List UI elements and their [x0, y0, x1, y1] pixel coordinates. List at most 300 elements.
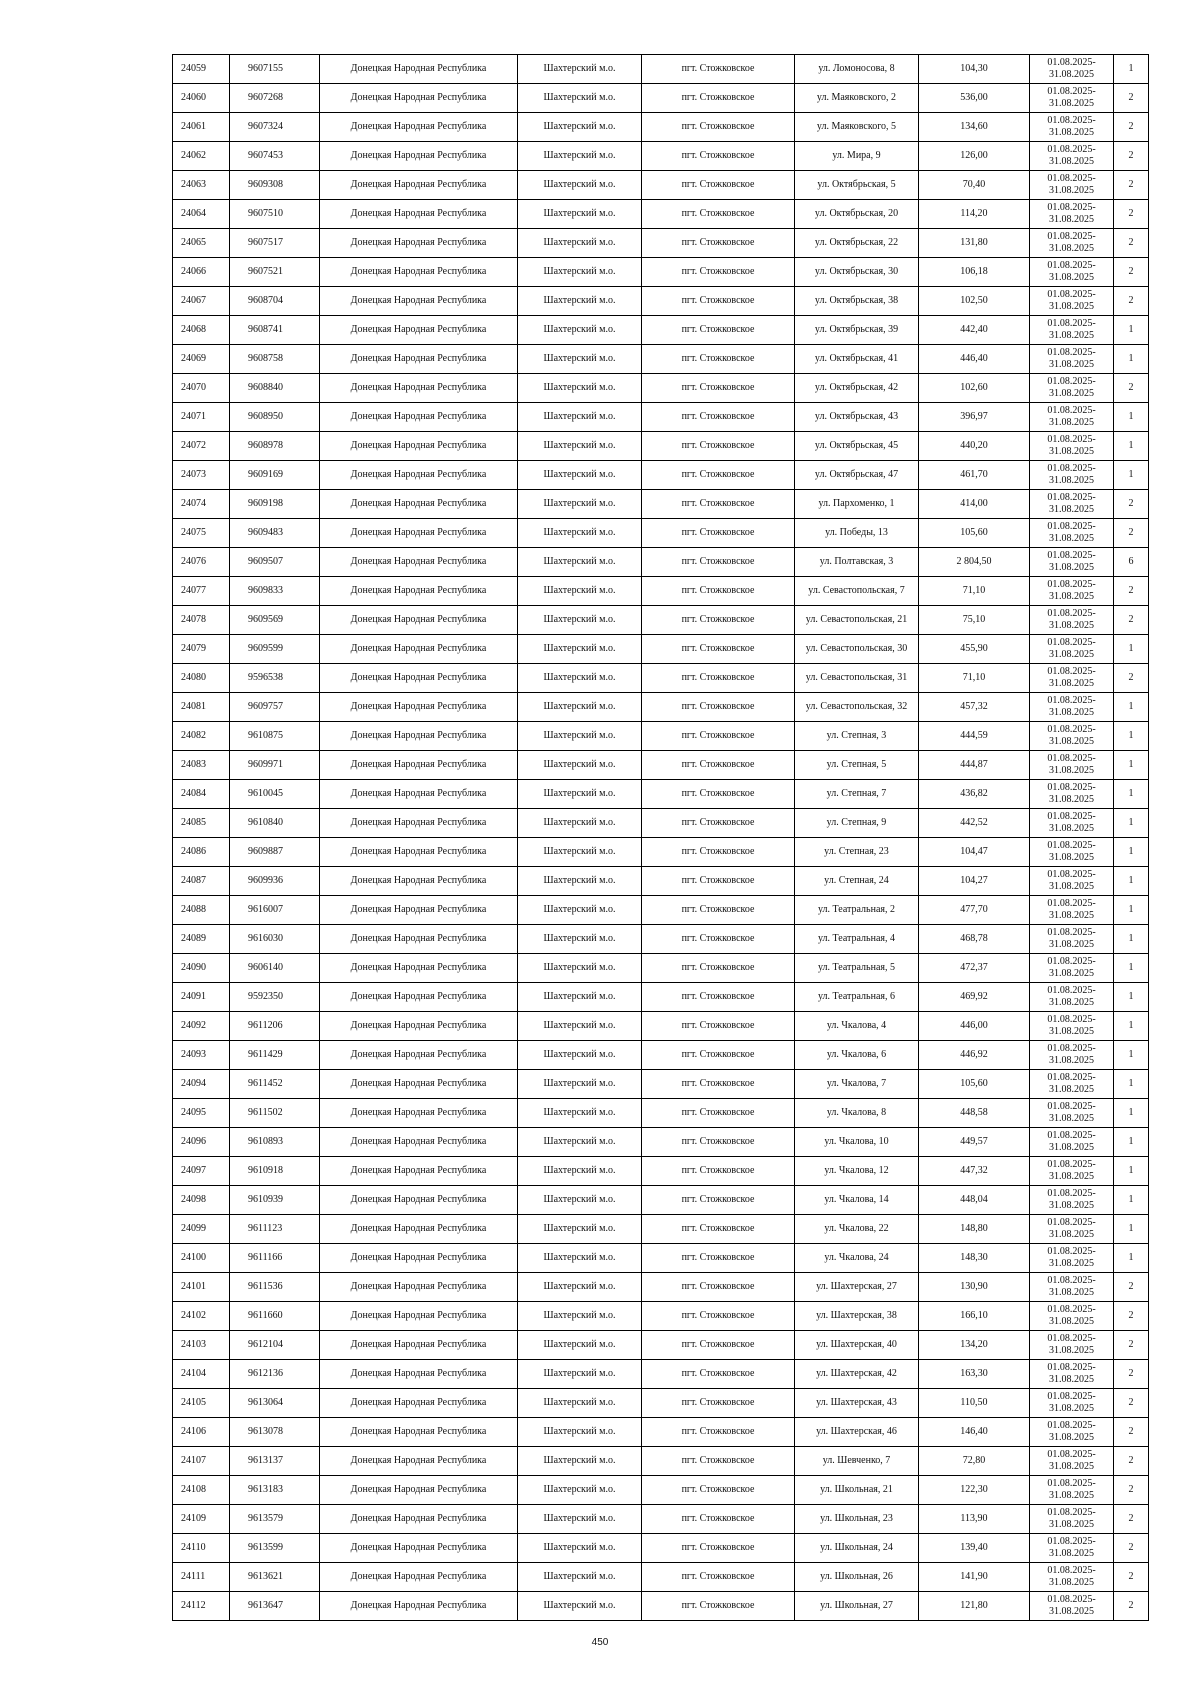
settlement-cell: пгт. Стожковское	[642, 345, 795, 374]
period-cell	[1030, 345, 1114, 374]
settlement-cell: пгт. Стожковское	[642, 287, 795, 316]
address-cell: ул. Маяковского, 2	[795, 84, 919, 113]
municipality-cell: Шахтерский м.о.	[518, 84, 642, 113]
period-cell	[1030, 1012, 1114, 1041]
address-cell: ул. Победы, 13	[795, 519, 919, 548]
period-cell	[1030, 925, 1114, 954]
address-cell: ул. Севастопольская, 31	[795, 664, 919, 693]
record-number-cell: 24064	[173, 200, 230, 229]
area-cell: 449,57	[919, 1128, 1030, 1157]
settlement-cell: пгт. Стожковское	[642, 316, 795, 345]
record-number-cell: 24092	[173, 1012, 230, 1041]
address-cell: ул. Ломоносова, 8	[795, 55, 919, 84]
period-start: 01.08.2025-	[1047, 1130, 1096, 1141]
period-start: 01.08.2025-	[1047, 1449, 1096, 1460]
municipality-cell: Шахтерский м.о.	[518, 838, 642, 867]
period-cell	[1030, 316, 1114, 345]
municipality-cell: Шахтерский м.о.	[518, 113, 642, 142]
settlement-cell: пгт. Стожковское	[642, 1070, 795, 1099]
record-number-cell: 24095	[173, 1099, 230, 1128]
period-cell	[1030, 606, 1114, 635]
object-code-cell: 9613647	[230, 1592, 320, 1621]
record-number-cell: 24076	[173, 548, 230, 577]
settlement-cell: пгт. Стожковское	[642, 113, 795, 142]
table-row	[173, 1389, 1149, 1418]
record-number-cell: 24101	[173, 1273, 230, 1302]
period-start: 01.08.2025-	[1047, 1304, 1096, 1315]
record-number-cell: 24084	[173, 780, 230, 809]
table-row	[173, 55, 1149, 84]
area-cell: 71,10	[919, 577, 1030, 606]
period-cell	[1030, 722, 1114, 751]
period-end: 31.08.2025	[1049, 243, 1094, 254]
period-end: 31.08.2025	[1049, 736, 1094, 747]
count-cell: 2	[1114, 229, 1149, 258]
object-code-cell: 9610045	[230, 780, 320, 809]
settlement-cell: пгт. Стожковское	[642, 490, 795, 519]
area-cell: 105,60	[919, 1070, 1030, 1099]
period-cell	[1030, 664, 1114, 693]
period-start: 01.08.2025-	[1047, 1043, 1096, 1054]
settlement-cell: пгт. Стожковское	[642, 693, 795, 722]
object-code-cell: 9611660	[230, 1302, 320, 1331]
object-code-cell: 9607521	[230, 258, 320, 287]
count-cell: 2	[1114, 1592, 1149, 1621]
period-end: 31.08.2025	[1049, 1519, 1094, 1530]
period-start: 01.08.2025-	[1047, 550, 1096, 561]
object-code-cell: 9609308	[230, 171, 320, 200]
area-cell: 102,60	[919, 374, 1030, 403]
table-row	[173, 1215, 1149, 1244]
period-end: 31.08.2025	[1049, 272, 1094, 283]
table-row	[173, 461, 1149, 490]
region-cell: Донецкая Народная Республика	[320, 374, 518, 403]
period-start: 01.08.2025-	[1047, 1536, 1096, 1547]
municipality-cell: Шахтерский м.о.	[518, 1505, 642, 1534]
address-cell: ул. Степная, 24	[795, 867, 919, 896]
address-cell: ул. Театральная, 5	[795, 954, 919, 983]
period-end: 31.08.2025	[1049, 475, 1094, 486]
period-start: 01.08.2025-	[1047, 492, 1096, 503]
object-code-cell: 9610875	[230, 722, 320, 751]
area-cell: 72,80	[919, 1447, 1030, 1476]
area-cell: 105,60	[919, 519, 1030, 548]
count-cell: 1	[1114, 751, 1149, 780]
settlement-cell: пгт. Стожковское	[642, 635, 795, 664]
count-cell: 1	[1114, 1244, 1149, 1273]
table-row	[173, 983, 1149, 1012]
period-start: 01.08.2025-	[1047, 521, 1096, 532]
table-row	[173, 867, 1149, 896]
region-cell: Донецкая Народная Республика	[320, 867, 518, 896]
record-number-cell: 24096	[173, 1128, 230, 1157]
period-end: 31.08.2025	[1049, 359, 1094, 370]
municipality-cell: Шахтерский м.о.	[518, 1476, 642, 1505]
region-cell: Донецкая Народная Республика	[320, 142, 518, 171]
settlement-cell: пгт. Стожковское	[642, 1099, 795, 1128]
record-number-cell: 24088	[173, 896, 230, 925]
period-end: 31.08.2025	[1049, 1345, 1094, 1356]
period-start: 01.08.2025-	[1047, 231, 1096, 242]
area-cell: 139,40	[919, 1534, 1030, 1563]
municipality-cell: Шахтерский м.о.	[518, 461, 642, 490]
count-cell: 1	[1114, 925, 1149, 954]
period-cell	[1030, 1070, 1114, 1099]
settlement-cell: пгт. Стожковское	[642, 374, 795, 403]
record-number-cell: 24078	[173, 606, 230, 635]
record-number-cell: 24087	[173, 867, 230, 896]
region-cell: Донецкая Народная Республика	[320, 1128, 518, 1157]
period-start: 01.08.2025-	[1047, 1275, 1096, 1286]
settlement-cell: пгт. Стожковское	[642, 606, 795, 635]
object-code-cell: 9613599	[230, 1534, 320, 1563]
address-cell: ул. Школьная, 21	[795, 1476, 919, 1505]
object-code-cell: 9609599	[230, 635, 320, 664]
object-code-cell: 9609569	[230, 606, 320, 635]
settlement-cell: пгт. Стожковское	[642, 1302, 795, 1331]
period-end: 31.08.2025	[1049, 1113, 1094, 1124]
address-cell: ул. Шахтерская, 42	[795, 1360, 919, 1389]
count-cell: 2	[1114, 374, 1149, 403]
municipality-cell: Шахтерский м.о.	[518, 1041, 642, 1070]
period-start: 01.08.2025-	[1047, 434, 1096, 445]
period-start: 01.08.2025-	[1047, 579, 1096, 590]
record-number-cell: 24105	[173, 1389, 230, 1418]
count-cell: 2	[1114, 1476, 1149, 1505]
object-code-cell: 9611429	[230, 1041, 320, 1070]
area-cell: 104,30	[919, 55, 1030, 84]
region-cell: Донецкая Народная Республика	[320, 983, 518, 1012]
area-cell: 70,40	[919, 171, 1030, 200]
period-start: 01.08.2025-	[1047, 57, 1096, 68]
table-row	[173, 1360, 1149, 1389]
table-row	[173, 1041, 1149, 1070]
area-cell: 104,47	[919, 838, 1030, 867]
count-cell: 1	[1114, 432, 1149, 461]
area-cell: 396,97	[919, 403, 1030, 432]
count-cell: 1	[1114, 1041, 1149, 1070]
period-cell	[1030, 838, 1114, 867]
area-cell: 130,90	[919, 1273, 1030, 1302]
period-start: 01.08.2025-	[1047, 1420, 1096, 1431]
region-cell: Донецкая Народная Республика	[320, 287, 518, 316]
object-code-cell: 9606140	[230, 954, 320, 983]
period-cell	[1030, 1302, 1114, 1331]
period-cell	[1030, 1186, 1114, 1215]
municipality-cell: Шахтерский м.о.	[518, 1447, 642, 1476]
region-cell: Донецкая Народная Республика	[320, 1186, 518, 1215]
period-cell	[1030, 1157, 1114, 1186]
municipality-cell: Шахтерский м.о.	[518, 171, 642, 200]
record-number-cell: 24071	[173, 403, 230, 432]
period-cell	[1030, 1331, 1114, 1360]
region-cell: Донецкая Народная Республика	[320, 1534, 518, 1563]
object-code-cell: 9613137	[230, 1447, 320, 1476]
area-cell: 447,32	[919, 1157, 1030, 1186]
period-start: 01.08.2025-	[1047, 1565, 1096, 1576]
area-cell: 436,82	[919, 780, 1030, 809]
table-row	[173, 113, 1149, 142]
record-number-cell: 24081	[173, 693, 230, 722]
table-row	[173, 316, 1149, 345]
municipality-cell: Шахтерский м.о.	[518, 577, 642, 606]
address-cell: ул. Степная, 5	[795, 751, 919, 780]
region-cell: Донецкая Народная Республика	[320, 345, 518, 374]
area-cell: 446,92	[919, 1041, 1030, 1070]
municipality-cell: Шахтерский м.о.	[518, 1128, 642, 1157]
count-cell: 1	[1114, 55, 1149, 84]
count-cell: 1	[1114, 1070, 1149, 1099]
area-cell: 469,92	[919, 983, 1030, 1012]
record-number-cell: 24102	[173, 1302, 230, 1331]
count-cell: 2	[1114, 1389, 1149, 1418]
area-cell: 102,50	[919, 287, 1030, 316]
object-code-cell: 9609757	[230, 693, 320, 722]
address-cell: ул. Севастопольская, 30	[795, 635, 919, 664]
record-number-cell: 24072	[173, 432, 230, 461]
municipality-cell: Шахтерский м.о.	[518, 1418, 642, 1447]
region-cell: Донецкая Народная Республика	[320, 1447, 518, 1476]
region-cell: Донецкая Народная Республика	[320, 1389, 518, 1418]
record-number-cell: 24066	[173, 258, 230, 287]
period-start: 01.08.2025-	[1047, 1101, 1096, 1112]
period-cell	[1030, 751, 1114, 780]
table-row	[173, 1534, 1149, 1563]
count-cell: 2	[1114, 519, 1149, 548]
municipality-cell: Шахтерский м.о.	[518, 867, 642, 896]
table-row	[173, 722, 1149, 751]
period-end: 31.08.2025	[1049, 1084, 1094, 1095]
object-code-cell: 9608840	[230, 374, 320, 403]
period-end: 31.08.2025	[1049, 794, 1094, 805]
address-cell: ул. Шевченко, 7	[795, 1447, 919, 1476]
table-row	[173, 171, 1149, 200]
period-end: 31.08.2025	[1049, 1171, 1094, 1182]
period-end: 31.08.2025	[1049, 98, 1094, 109]
record-number-cell: 24099	[173, 1215, 230, 1244]
object-code-cell: 9613064	[230, 1389, 320, 1418]
period-start: 01.08.2025-	[1047, 1594, 1096, 1605]
record-number-cell: 24107	[173, 1447, 230, 1476]
address-cell: ул. Пархоменко, 1	[795, 490, 919, 519]
period-end: 31.08.2025	[1049, 69, 1094, 80]
object-code-cell: 9611166	[230, 1244, 320, 1273]
period-start: 01.08.2025-	[1047, 637, 1096, 648]
area-cell: 104,27	[919, 867, 1030, 896]
address-cell: ул. Октябрьская, 41	[795, 345, 919, 374]
address-cell: ул. Октябрьская, 42	[795, 374, 919, 403]
settlement-cell: пгт. Стожковское	[642, 1244, 795, 1273]
area-cell: 414,00	[919, 490, 1030, 519]
record-number-cell: 24082	[173, 722, 230, 751]
address-cell: ул. Чкалова, 22	[795, 1215, 919, 1244]
settlement-cell: пгт. Стожковское	[642, 548, 795, 577]
count-cell: 2	[1114, 664, 1149, 693]
address-cell: ул. Чкалова, 10	[795, 1128, 919, 1157]
settlement-cell: пгт. Стожковское	[642, 229, 795, 258]
area-cell: 444,59	[919, 722, 1030, 751]
address-cell: ул. Шахтерская, 46	[795, 1418, 919, 1447]
object-code-cell: 9612136	[230, 1360, 320, 1389]
count-cell: 1	[1114, 1099, 1149, 1128]
municipality-cell: Шахтерский м.о.	[518, 229, 642, 258]
count-cell: 2	[1114, 1563, 1149, 1592]
municipality-cell: Шахтерский м.о.	[518, 403, 642, 432]
period-cell	[1030, 1273, 1114, 1302]
period-end: 31.08.2025	[1049, 678, 1094, 689]
address-cell: ул. Чкалова, 14	[795, 1186, 919, 1215]
period-start: 01.08.2025-	[1047, 376, 1096, 387]
table-row	[173, 432, 1149, 461]
address-cell: ул. Мира, 9	[795, 142, 919, 171]
region-cell: Донецкая Народная Республика	[320, 1331, 518, 1360]
period-end: 31.08.2025	[1049, 1374, 1094, 1385]
municipality-cell: Шахтерский м.о.	[518, 490, 642, 519]
object-code-cell: 9609887	[230, 838, 320, 867]
period-end: 31.08.2025	[1049, 1606, 1094, 1617]
municipality-cell: Шахтерский м.о.	[518, 1099, 642, 1128]
region-cell: Донецкая Народная Республика	[320, 722, 518, 751]
municipality-cell: Шахтерский м.о.	[518, 606, 642, 635]
table-row	[173, 954, 1149, 983]
area-cell: 448,58	[919, 1099, 1030, 1128]
period-cell	[1030, 1099, 1114, 1128]
record-number-cell: 24065	[173, 229, 230, 258]
region-cell: Донецкая Народная Республика	[320, 1360, 518, 1389]
region-cell: Донецкая Народная Республика	[320, 838, 518, 867]
record-number-cell: 24112	[173, 1592, 230, 1621]
table-row	[173, 751, 1149, 780]
page-number: 450	[591, 1637, 609, 1648]
record-number-cell: 24093	[173, 1041, 230, 1070]
settlement-cell: пгт. Стожковское	[642, 867, 795, 896]
record-number-cell: 24085	[173, 809, 230, 838]
table-row	[173, 258, 1149, 287]
count-cell: 1	[1114, 635, 1149, 664]
period-end: 31.08.2025	[1049, 997, 1094, 1008]
municipality-cell: Шахтерский м.о.	[518, 722, 642, 751]
count-cell: 1	[1114, 461, 1149, 490]
settlement-cell: пгт. Стожковское	[642, 1186, 795, 1215]
address-cell: ул. Чкалова, 8	[795, 1099, 919, 1128]
period-start: 01.08.2025-	[1047, 869, 1096, 880]
settlement-cell: пгт. Стожковское	[642, 780, 795, 809]
object-code-cell: 9609971	[230, 751, 320, 780]
settlement-cell: пгт. Стожковское	[642, 55, 795, 84]
period-end: 31.08.2025	[1049, 1403, 1094, 1414]
table-row	[173, 403, 1149, 432]
area-cell: 113,90	[919, 1505, 1030, 1534]
table-row	[173, 287, 1149, 316]
period-end: 31.08.2025	[1049, 185, 1094, 196]
period-start: 01.08.2025-	[1047, 173, 1096, 184]
region-cell: Донецкая Народная Республика	[320, 1012, 518, 1041]
period-start: 01.08.2025-	[1047, 347, 1096, 358]
area-cell: 163,30	[919, 1360, 1030, 1389]
object-code-cell: 9607268	[230, 84, 320, 113]
period-start: 01.08.2025-	[1047, 666, 1096, 677]
record-number-cell: 24104	[173, 1360, 230, 1389]
address-cell: ул. Севастопольская, 21	[795, 606, 919, 635]
period-end: 31.08.2025	[1049, 591, 1094, 602]
object-code-cell: 9611123	[230, 1215, 320, 1244]
region-cell: Донецкая Народная Республика	[320, 606, 518, 635]
count-cell: 2	[1114, 1273, 1149, 1302]
area-cell: 448,04	[919, 1186, 1030, 1215]
count-cell: 2	[1114, 577, 1149, 606]
record-number-cell: 24091	[173, 983, 230, 1012]
address-cell: ул. Степная, 3	[795, 722, 919, 751]
period-cell	[1030, 1534, 1114, 1563]
period-cell	[1030, 635, 1114, 664]
settlement-cell: пгт. Стожковское	[642, 1157, 795, 1186]
object-code-cell: 9608758	[230, 345, 320, 374]
table-row	[173, 345, 1149, 374]
address-cell: ул. Октябрьская, 20	[795, 200, 919, 229]
municipality-cell: Шахтерский м.о.	[518, 1186, 642, 1215]
region-cell: Донецкая Народная Республика	[320, 751, 518, 780]
settlement-cell: пгт. Стожковское	[642, 200, 795, 229]
period-end: 31.08.2025	[1049, 446, 1094, 457]
table-row	[173, 577, 1149, 606]
period-cell	[1030, 577, 1114, 606]
period-start: 01.08.2025-	[1047, 724, 1096, 735]
period-cell	[1030, 258, 1114, 287]
area-cell: 141,90	[919, 1563, 1030, 1592]
period-cell	[1030, 1505, 1114, 1534]
period-end: 31.08.2025	[1049, 388, 1094, 399]
settlement-cell: пгт. Стожковское	[642, 1331, 795, 1360]
municipality-cell: Шахтерский м.о.	[518, 1331, 642, 1360]
period-cell	[1030, 432, 1114, 461]
region-cell: Донецкая Народная Республика	[320, 113, 518, 142]
settlement-cell: пгт. Стожковское	[642, 1418, 795, 1447]
address-cell: ул. Октябрьская, 47	[795, 461, 919, 490]
area-cell: 461,70	[919, 461, 1030, 490]
municipality-cell: Шахтерский м.о.	[518, 780, 642, 809]
period-end: 31.08.2025	[1049, 417, 1094, 428]
table-row	[173, 519, 1149, 548]
object-code-cell: 9610840	[230, 809, 320, 838]
area-cell: 444,87	[919, 751, 1030, 780]
count-cell: 2	[1114, 84, 1149, 113]
settlement-cell: пгт. Стожковское	[642, 1012, 795, 1041]
address-cell: ул. Шахтерская, 27	[795, 1273, 919, 1302]
record-number-cell: 24086	[173, 838, 230, 867]
period-cell	[1030, 809, 1114, 838]
address-cell: ул. Шахтерская, 38	[795, 1302, 919, 1331]
period-cell	[1030, 519, 1114, 548]
period-start: 01.08.2025-	[1047, 811, 1096, 822]
record-number-cell: 24111	[173, 1563, 230, 1592]
period-cell	[1030, 490, 1114, 519]
area-cell: 121,80	[919, 1592, 1030, 1621]
count-cell: 2	[1114, 1331, 1149, 1360]
table-row	[173, 1273, 1149, 1302]
area-cell: 131,80	[919, 229, 1030, 258]
period-start: 01.08.2025-	[1047, 695, 1096, 706]
settlement-cell: пгт. Стожковское	[642, 1505, 795, 1534]
period-cell	[1030, 780, 1114, 809]
region-cell: Донецкая Народная Республика	[320, 1418, 518, 1447]
period-cell	[1030, 1476, 1114, 1505]
address-cell: ул. Севастопольская, 32	[795, 693, 919, 722]
object-code-cell: 9612104	[230, 1331, 320, 1360]
area-cell: 536,00	[919, 84, 1030, 113]
period-end: 31.08.2025	[1049, 1258, 1094, 1269]
region-cell: Донецкая Народная Республика	[320, 780, 518, 809]
settlement-cell: пгт. Стожковское	[642, 142, 795, 171]
